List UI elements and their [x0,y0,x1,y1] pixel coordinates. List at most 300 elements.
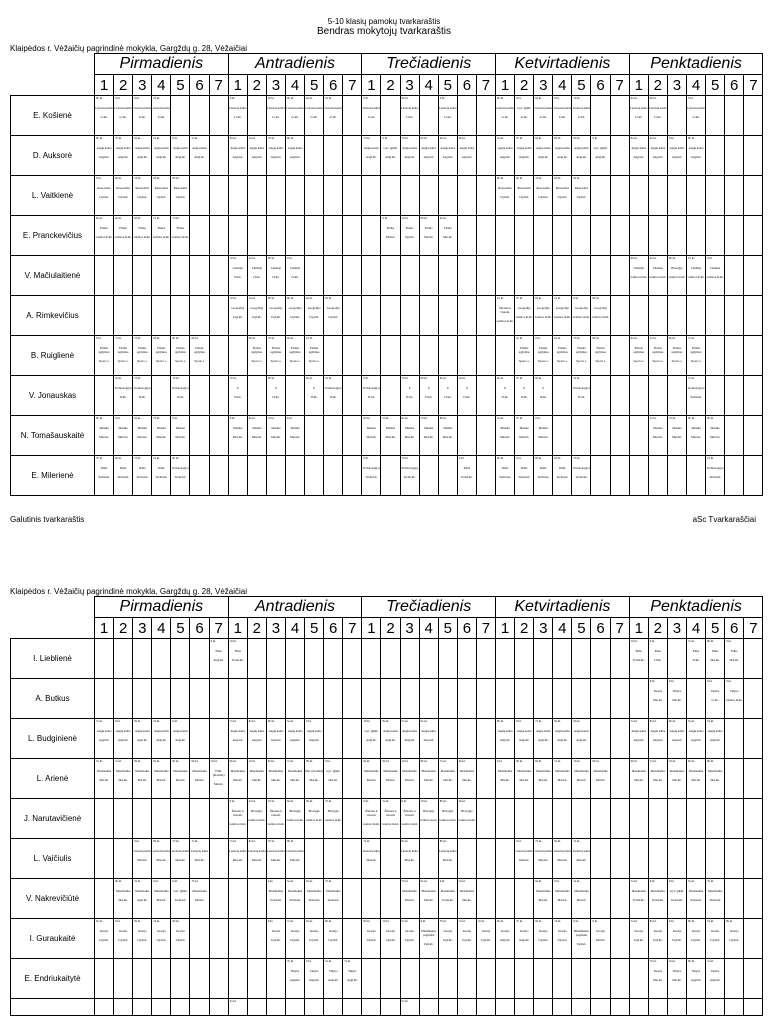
lesson-subject: Dailė [138,466,146,470]
lesson-class: 8b kl. [153,839,161,843]
lesson-subject: Chemija [232,266,243,270]
lesson-subject: Matematika [115,769,131,773]
lesson-cell [438,96,457,136]
lesson-room: IT.kb. [272,275,280,279]
lesson-cell [190,136,209,176]
lesson-room: Mat.kb. [443,778,453,782]
lesson-room: Mat.kb. [538,898,548,902]
lesson-cell [171,719,190,759]
lesson-class: 9 kl. [325,759,331,763]
lesson-subject: Rusų kalba [574,186,589,190]
teacher-name: B. Ruiglienė [11,336,95,376]
lesson-cell [152,879,171,919]
lesson-room: Muz.kb. [270,435,281,439]
lesson-room: IT.kb. [310,395,318,399]
lesson-subject: Lietuvių kalba [229,106,247,110]
lesson-cell [438,136,457,176]
lesson-class: 7b kl. [191,879,199,883]
lesson-room: Gamtos m.kb. [305,818,323,822]
period-number: 6 [725,618,744,639]
lesson-class: 8a kl. [248,839,256,843]
period-number: 4 [285,618,304,639]
lesson-subject: Fizinis ugdymas [652,346,664,354]
lesson-subject: Geografija [555,306,569,310]
lesson-subject: Istorija [137,929,147,933]
lesson-subject: Gyv. įgūdž. [173,889,188,893]
lesson-subject: Biologija [251,809,263,813]
lesson-class: 10 kl. [172,376,180,380]
lesson-subject: Gyv. įgūdž. [364,729,379,733]
lesson-class: 9 kl. [382,136,388,140]
lesson-cell [610,639,629,679]
lesson-cell [266,679,285,719]
lesson-subject: Matematika [650,889,665,893]
lesson-cell [476,296,495,336]
lesson-cell [457,799,476,839]
period-number: 1 [496,75,515,96]
lesson-cell [725,376,744,416]
lesson-class: 9a kl. [649,256,657,260]
lesson-room: Ugd.kb. [175,195,186,199]
lesson-cell [381,879,400,919]
lesson-subject: Lietuvių kalba [649,106,667,110]
lesson-cell [515,216,534,256]
lesson-cell [629,136,648,176]
lesson-class: 9b kl. [401,96,409,100]
period-number: 7 [343,75,362,96]
lesson-cell [400,456,419,496]
lesson-cell [457,759,476,799]
lesson-room: Techn.kb. [632,898,645,902]
lesson-class: 7b kl. [649,959,657,963]
lesson-class: 8b kl. [134,759,142,763]
teacher-row [11,759,763,799]
lesson-cell [534,879,553,919]
lesson-cell [610,256,629,296]
lesson-subject: Muzika [366,426,376,430]
lesson-subject: Fizika [405,226,414,230]
lesson-class: 7a kl. [535,719,542,723]
lesson-room: Gamtos m.kb. [171,235,189,239]
lesson-subject: Rusų kalba [173,186,188,190]
lesson-subject: Lietuvių kalba [95,106,113,110]
lesson-cell [457,216,476,256]
lesson-room: IT.kb. [367,395,375,399]
lesson-cell [343,919,362,959]
lesson-cell [591,96,610,136]
lesson-cell [591,959,610,999]
lesson-room: Gamtos m.kb. [592,315,609,319]
lesson-subject: Matematika [459,769,475,773]
lesson-class: 9b kl. [535,376,543,380]
footer-status: Galutinis tvarkaraštis [10,515,85,524]
lesson-subject: Rusų kalba [517,186,531,190]
lesson-cell [305,759,324,799]
lesson-class: 9b kl. [229,759,237,763]
lesson-room: Muz.kb. [290,435,301,439]
lesson-cell [381,919,400,959]
lesson-subject: Istorija [519,929,529,933]
lesson-cell [114,999,133,1016]
lesson-cell [247,919,266,959]
lesson-cell [725,919,744,959]
period-number: 3 [266,618,285,639]
lesson-subject: Lietuvių kalba [267,849,285,853]
lesson-room: IT.kb. [577,395,585,399]
lesson-subject: Lietuvių kalba [114,106,132,110]
lesson-class: 9b kl. [382,759,390,763]
lesson-room: Angl.kb. [98,738,110,742]
lesson-cell [496,719,515,759]
lesson-room: Muz.kb. [137,858,148,862]
lesson-cell [591,719,610,759]
lesson-cell [266,959,285,999]
lesson-subject: Gyv. įgūdž. [593,146,608,150]
lesson-class: 10 kl. [687,256,695,260]
lesson-subject: Anglų kalba [516,146,532,150]
lesson-cell [610,759,629,799]
lesson-room: Angl.kb. [442,155,454,159]
lesson-cell [572,416,591,456]
lesson-room: Ugd.kb. [442,938,453,942]
lesson-cell [610,376,629,416]
lesson-cell [285,416,304,456]
lesson-subject: Gyv. įgūdž. [669,889,684,893]
lesson-cell [476,96,495,136]
lesson-room: Muz.kb. [156,858,167,862]
lesson-subject: Anglų kalba [153,146,169,150]
lesson-cell [133,296,152,336]
lesson-room: Muz.kb. [270,858,281,862]
lesson-cell [457,136,476,176]
lesson-cell [228,959,247,999]
lesson-cell [171,639,190,679]
lesson-room: Mat.kb. [691,778,701,782]
lesson-cell [686,136,705,176]
lesson-room: Ugd.kb. [538,938,549,942]
lesson-subject: Tikyba [672,969,682,973]
lesson-room: Mat.kb. [404,778,415,782]
period-number: 7 [744,618,763,639]
lesson-cell [515,96,534,136]
lesson-subject: Istorija [481,929,491,933]
lesson-class: 9 kl. [210,639,216,643]
lesson-cell [515,336,534,376]
lesson-class: 9 kl. [668,679,675,683]
lesson-cell [305,639,324,679]
lesson-subject: Istorija [462,929,472,933]
lesson-cell [515,759,534,799]
lesson-subject: Muzika [710,426,720,430]
lesson-cell [152,999,171,1016]
lesson-cell [686,679,705,719]
lesson-subject: Fizinis ugdymas [690,346,702,354]
lesson-cell [572,719,591,759]
lesson-cell [534,799,553,839]
lesson-cell [381,336,400,376]
lesson-class: 8a kl. [172,759,180,763]
lesson-cell [572,879,591,919]
lesson-subject: Matematika [555,889,570,893]
lesson-subject: Fizika [444,226,452,230]
lesson-room: IT.kb. [234,395,242,399]
lesson-class: 9a kl. [458,799,466,803]
lesson-cell [190,839,209,879]
lesson-cell [114,416,133,456]
lesson-subject: Matematika [497,769,513,773]
lesson-cell [381,839,400,879]
lesson-room: Mat.kb. [309,778,319,782]
lesson-class: 7b kl. [325,879,333,883]
lesson-cell [629,456,648,496]
lesson-cell [629,336,648,376]
period-number: 5 [171,618,190,639]
lesson-cell [572,839,591,879]
lesson-class: 8a kl. [687,759,695,763]
lesson-cell [744,719,763,759]
lesson-cell [476,176,495,216]
lesson-cell [324,719,343,759]
lesson-class: 8 kl. [516,719,522,723]
teacher-name: A. Butkus [11,679,95,719]
lesson-cell [686,296,705,336]
lesson-room: Angl.kb. [518,738,530,742]
lesson-subject: Dailė [559,466,566,470]
teacher-name: E. Milerienė [11,456,95,496]
lesson-subject: Technologijos [401,466,419,470]
lesson-cell [706,456,725,496]
lesson-subject: Biologija [461,809,473,813]
period-number: 4 [553,618,572,639]
lesson-room: Ugd.kb. [481,938,491,942]
lesson-cell [133,416,152,456]
lesson-subject: Chemija [652,266,663,270]
lesson-cell [95,416,114,456]
lesson-cell [209,719,228,759]
lesson-cell [553,759,572,799]
lesson-room: Muz.kb. [557,858,568,862]
lesson-cell [686,639,705,679]
lesson-cell [400,96,419,136]
lesson-cell [496,999,515,1016]
lesson-class: 10 kl. [707,456,714,460]
lesson-cell [648,799,667,839]
lesson-subject: Matematika [650,769,665,773]
lesson-class: 6 kl. [306,719,312,723]
lesson-room: Angl.kb. [270,738,282,742]
lesson-room: Techn.kb. [270,898,282,902]
lesson-cell [400,256,419,296]
lesson-room: Mat.kb. [424,898,434,902]
lesson-cell [419,679,438,719]
lesson-class: 5a kl. [458,879,466,883]
lesson-cell [285,96,304,136]
corner-blank [11,618,95,639]
lesson-cell [725,216,744,256]
lesson-cell [343,136,362,176]
lesson-class: 9b kl. [96,96,103,100]
lesson-cell [285,719,304,759]
lesson-class: 10 kl. [325,96,333,100]
lesson-cell [725,639,744,679]
lesson-room: IT.kb. [253,275,261,279]
period-number: 3 [266,75,285,96]
lesson-class: 9b kl. [707,416,714,420]
lesson-subject: Tikyba [691,969,701,973]
lesson-room: Angl.kb. [347,978,358,982]
lesson-cell [534,759,553,799]
lesson-class: 7b kl. [96,456,103,460]
lesson-subject: It [275,386,277,390]
lesson-cell [114,839,133,879]
lesson-class: 8b kl. [554,136,562,140]
lesson-cell [496,456,515,496]
lesson-subject: Anglų kalba [574,146,589,150]
lesson-cell [381,799,400,839]
lesson-subject: Tikyba [290,969,300,973]
lesson-cell [534,96,553,136]
lesson-subject: Fizinis ugdymas [595,346,606,354]
lesson-class: 8a kl. [248,416,256,420]
lesson-cell [438,679,457,719]
lesson-class: 9b kl. [649,96,657,100]
lesson-subject: Dailė [100,466,108,470]
lesson-cell [629,799,648,839]
lesson-cell [400,879,419,919]
lesson-class: 7b kl. [134,376,142,380]
lesson-room: Lt.kb. [539,115,547,119]
lesson-cell [247,679,266,719]
lesson-cell [744,416,763,456]
teacher-row [11,719,763,759]
lesson-class: 9b kl. [687,416,695,420]
lesson-class: 6 kl. [401,799,407,803]
lesson-subject: It [313,386,316,390]
lesson-room: Angl.kb. [499,738,511,742]
lesson-subject: Matematika [135,889,150,893]
lesson-cell [362,416,381,456]
lesson-class: 5a kl. [382,799,390,803]
lesson-room: Mat.kb. [118,778,128,782]
lesson-cell [114,256,133,296]
lesson-cell [476,879,495,919]
lesson-room: IT.kb. [291,275,299,279]
lesson-subject: Istorija [99,929,109,933]
teacher-row [11,416,763,456]
lesson-cell [591,296,610,336]
lesson-class: 5a kl. [153,456,160,460]
lesson-cell [247,959,266,999]
lesson-cell [381,639,400,679]
lesson-subject: Etika [731,649,738,653]
lesson-class: 8a kl. [134,919,141,923]
lesson-class: 6 kl. [267,879,274,883]
lesson-subject: Technologijos [171,466,189,470]
lesson-room: Muz.kb. [194,858,205,862]
period-number: 3 [133,75,152,96]
lesson-cell [95,296,114,336]
lesson-cell [572,136,591,176]
lesson-subject: Biologija [327,809,339,813]
lesson-subject: Etika [711,649,719,653]
lesson-class: 6 kl. [115,416,121,420]
lesson-cell [381,456,400,496]
lesson-cell [171,416,190,456]
lesson-cell [725,96,744,136]
lesson-room: Techn.kb. [403,475,416,479]
lesson-cell [572,176,591,216]
lesson-cell [247,256,266,296]
day-header: Antradienis [228,597,362,618]
lesson-room: Lt.kb. [100,115,108,119]
lesson-room: Gamtos m.kb. [401,822,419,826]
lesson-class: 9b kl. [191,759,199,763]
lesson-subject: Lietuvių kalba [534,106,552,110]
lesson-cell [343,839,362,879]
lesson-cell [228,839,247,879]
lesson-cell [686,216,705,256]
lesson-cell [667,759,686,799]
lesson-cell [667,639,686,679]
lesson-cell [457,959,476,999]
lesson-class: 8a kl. [286,799,294,803]
lesson-cell [572,919,591,959]
lesson-room: Ugd.kb. [462,938,472,942]
lesson-subject: Technologijos [687,386,705,390]
lesson-cell [247,216,266,256]
lesson-room: Gamtos m.kb. [133,235,151,239]
lesson-cell [553,719,572,759]
lesson-subject: Technologijos [133,386,151,390]
lesson-cell [95,176,114,216]
lesson-cell [247,799,266,839]
lesson-subject: Matematika [287,889,303,893]
lesson-class: 7b kl. [516,136,523,140]
lesson-cell [247,879,266,919]
lesson-subject: Anglų kalba [554,146,570,150]
lesson-cell [400,416,419,456]
lesson-class: 5a kl. [573,879,581,883]
lesson-subject: It [465,386,468,390]
lesson-cell [457,176,476,216]
lesson-class: 7b kl. [363,136,371,140]
lesson-cell [648,96,667,136]
lesson-class: 9b kl. [687,919,695,923]
lesson-cell [553,959,572,999]
lesson-cell [725,719,744,759]
lesson-cell [610,336,629,376]
lesson-cell [114,799,133,839]
lesson-cell [629,679,648,719]
period-number: 3 [400,618,419,639]
lesson-subject: Technologijos [362,386,380,390]
lesson-class: 9b kl. [286,96,294,100]
lesson-class: 9b kl. [134,216,142,220]
period-number: 7 [343,618,362,639]
lesson-cell [228,456,247,496]
lesson-subject: Anglų kalba [230,146,246,150]
lesson-room: Mat.kb. [710,778,720,782]
lesson-class: 8b kl. [726,919,734,923]
lesson-cell [95,96,114,136]
lesson-cell [476,376,495,416]
lesson-cell [190,959,209,999]
lesson-cell [400,719,419,759]
period-number: 3 [400,75,419,96]
lesson-cell [629,256,648,296]
lesson-cell [305,719,324,759]
lesson-cell [324,176,343,216]
